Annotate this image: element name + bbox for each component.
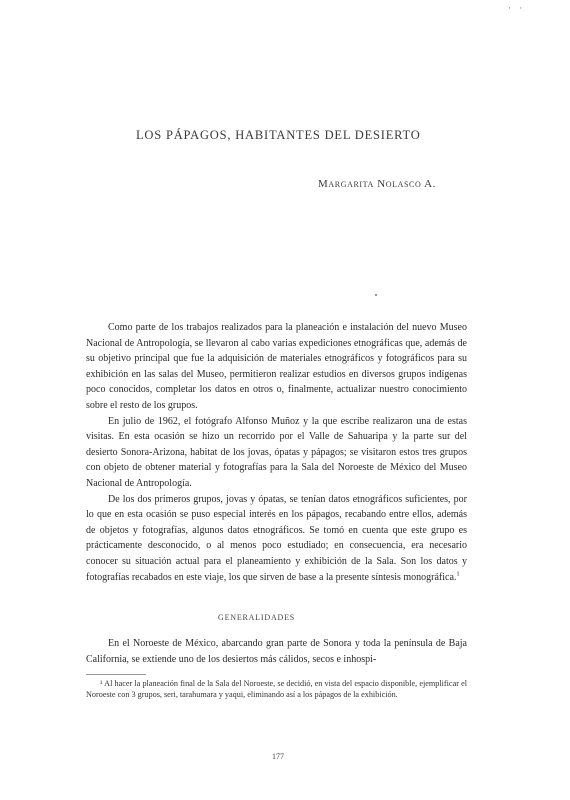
paragraph-text: Como parte de los trabajos realizados para la planeación e instalación del nuevo Museo Nacional de Antropología, se llevaron al cabo varias expediciones etnográficas que, además de su objetivo principal que fue la adquisición de materiales etnográficos y fotográficos para su exhibición en las salas del Museo, permitieron realizar estudios en diversos grupos indígenas poco conocidos, completar los datos en otros o, finalmente, actualizar nuestro conocimiento sobre el resto de los grupos. [86, 322, 467, 411]
footnote-divider [86, 674, 146, 675]
section-heading: GENERALIDADES [218, 613, 296, 622]
article-author: Margarita Nolasco A. [318, 178, 437, 190]
article-title: LOS PÁPAGOS, HABITANTES DEL DESIERTO [136, 128, 421, 142]
paragraph-text: En julio de 1962, el fotógrafo Alfonso Muñoz y la que escribe realizaron una de estas visitas. En esta ocasión se hizo un recorrido por el Valle de Sahuaripa y la parte sur del desierto Sonora-Arizona, habitat de los jovas, ópatas y pápagos; se visitaron estos tres grupos con objeto de obtener material y fotografías para la Sala del Noroeste de México del Museo Nacional de Antropología. [86, 415, 467, 489]
body-paragraph-2 [86, 414, 467, 492]
footnote [86, 678, 467, 701]
page-number: 177 [272, 752, 284, 761]
intro-paragraph: En el Noroeste de México, abarcando gran parte de Sonora y toda la península de Baja California, se extiende uno de los desiertos más cálidos, secos e inhospi- [86, 638, 467, 665]
body-paragraph-3 [86, 492, 467, 586]
stray-mark [375, 294, 377, 296]
footnote-text: ¹ Al hacer la planeación final de la Sala del Noroeste, se decidió, en vista del espacio disponible, ejemplificar el Noroeste con 3 grupos, seri, tarahumara y yaqui, eliminando así a los pápagos de la exhibición. [86, 679, 467, 700]
section-intro [86, 636, 467, 667]
body-paragraph-1 [86, 320, 467, 414]
paragraph-text: De los dos primeros grupos, jovas y ópatas, se tenían datos etnográficos suficientes, por lo que en esta ocasión se puso especial interés en los pápagos, recabando entre ellos, además de objetos y fotografías, algunos datos etnográficos. Se tomó en cuenta que este grupo es prácticamente desconocido, o al menos poco estudiado; en consecuencia, era necesario conocer su situación actual para el planeamiento y exhibición de la Sala. Son los datos y fotografías recabados en este viaje, los que sirven de base a la presente síntesis monográfica. [86, 493, 467, 583]
corner-marks: · · [508, 3, 526, 13]
article-body [86, 320, 467, 585]
footnote-reference: 1 [456, 570, 460, 578]
